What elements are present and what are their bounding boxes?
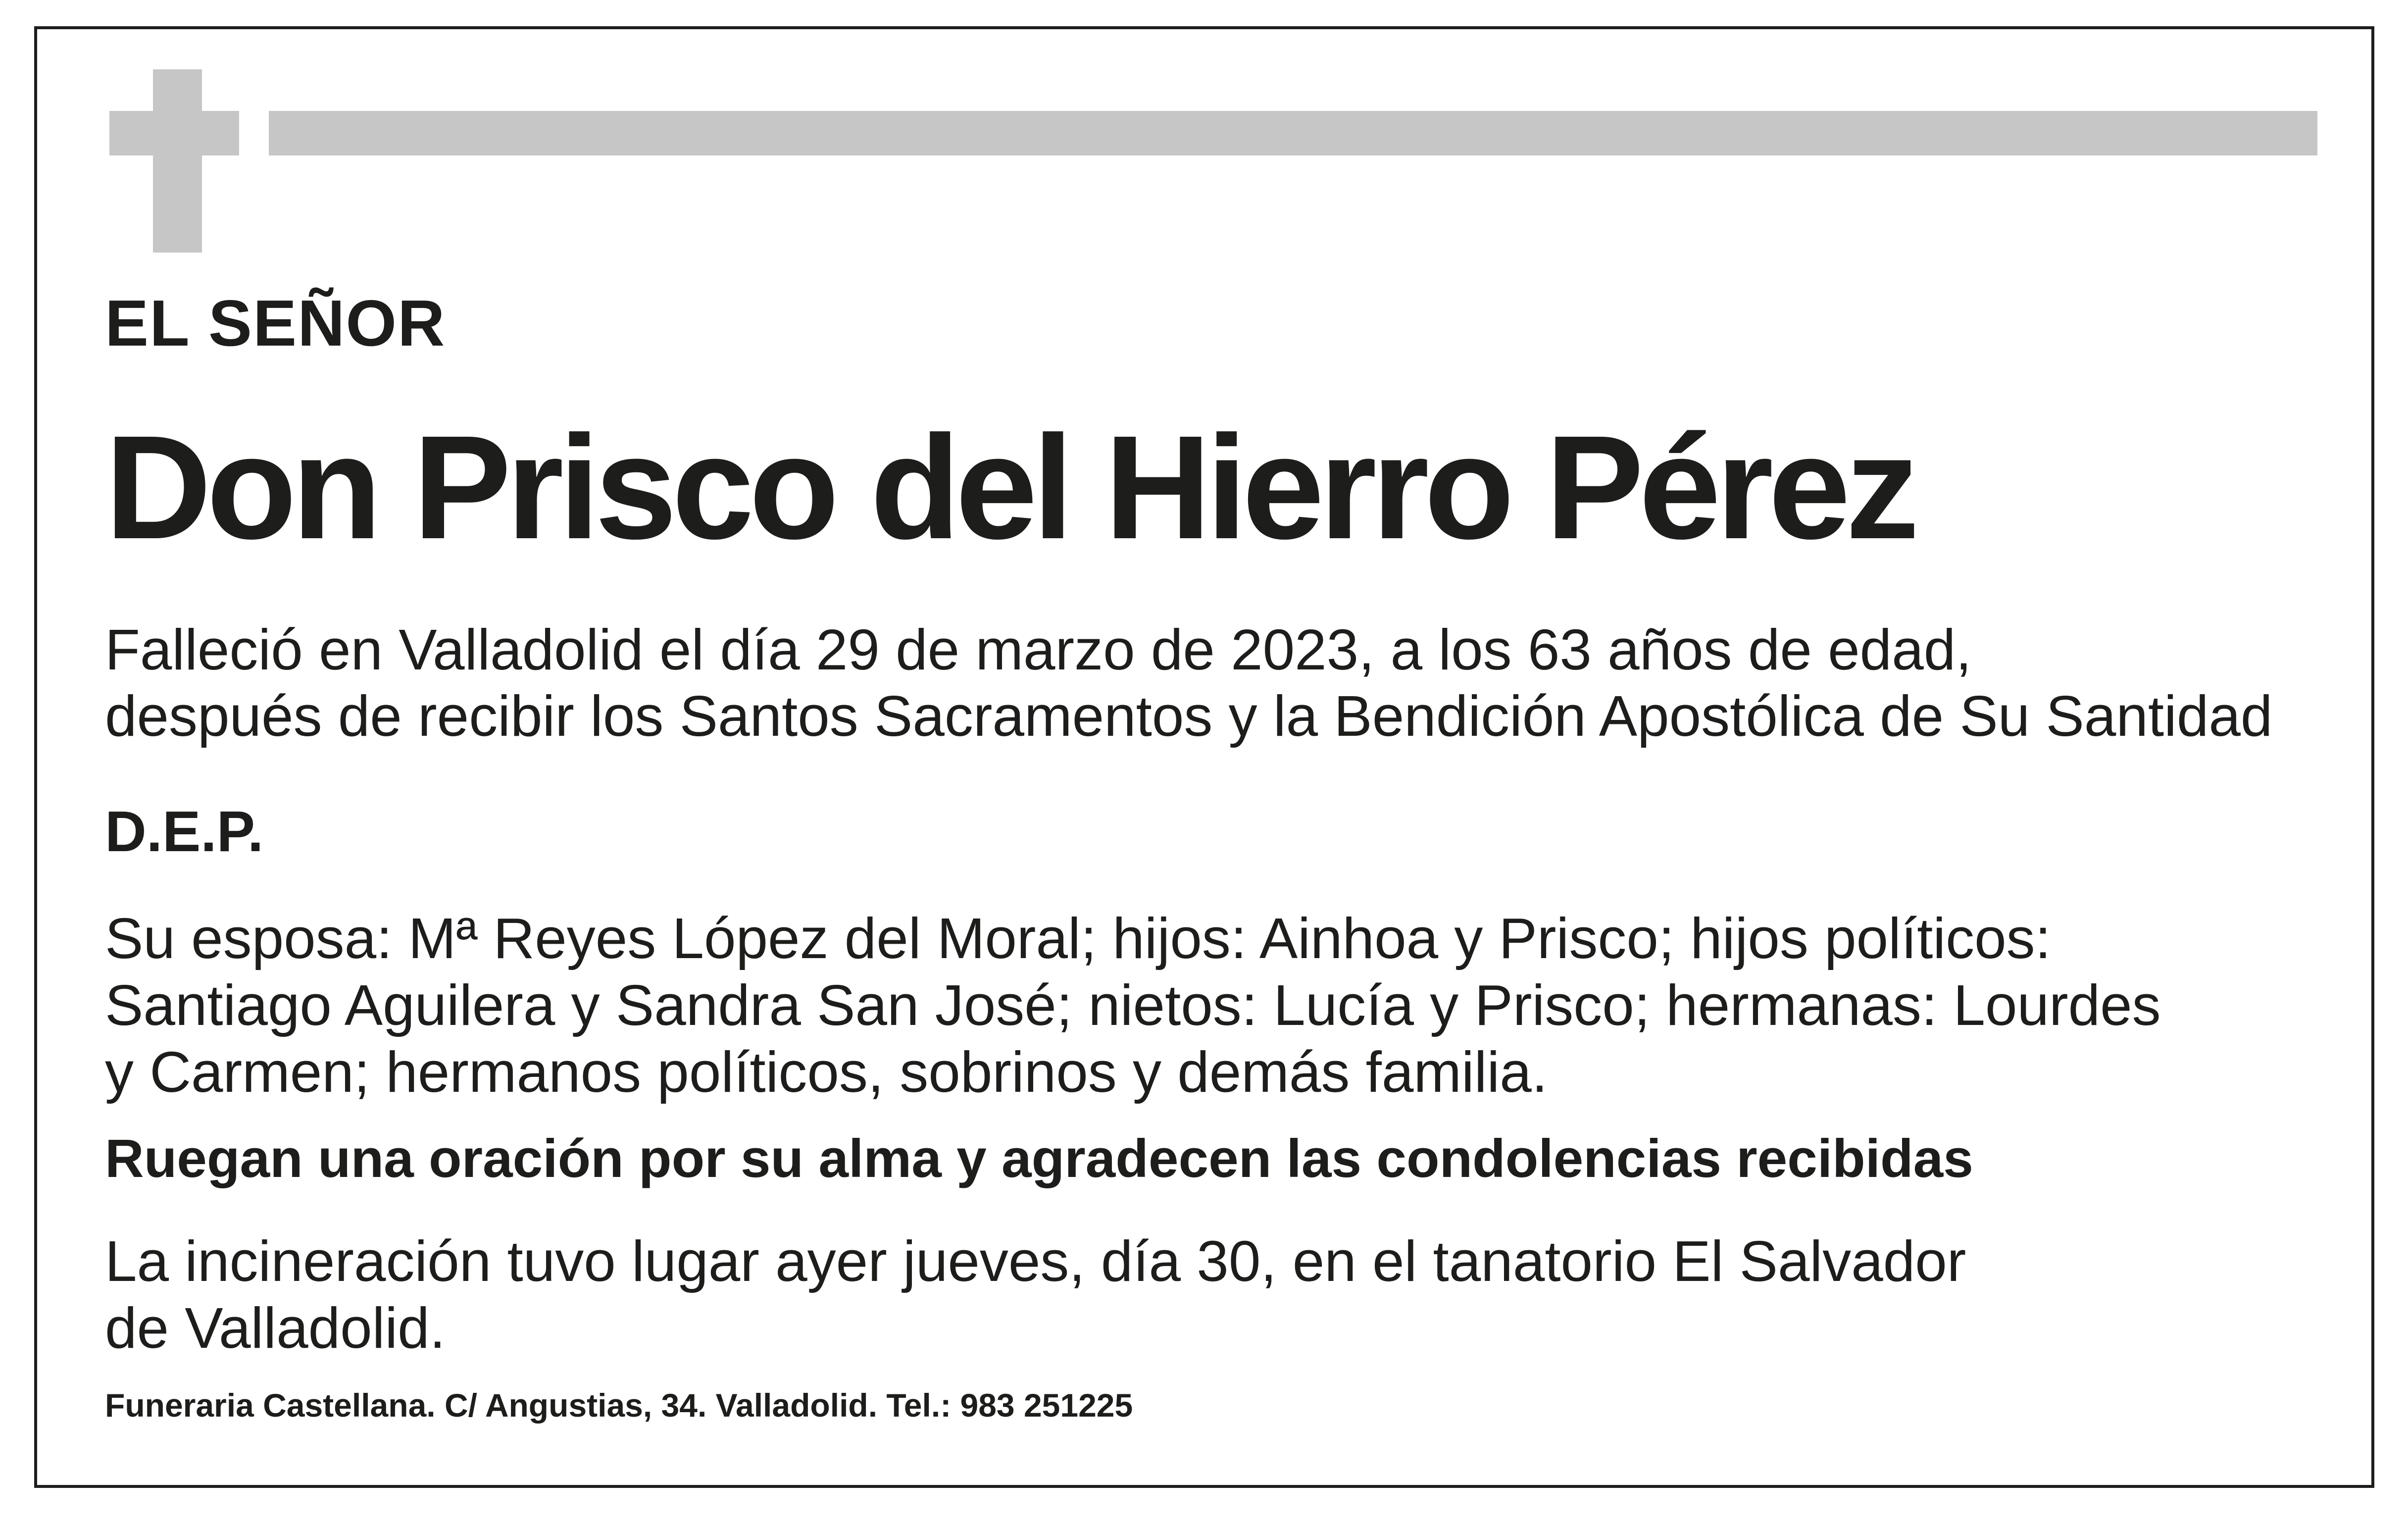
death-info-line: después de recibir los Santos Sacramentos y la Bendición Apostólica de Su Santidad [105,684,2273,748]
ceremony-line: La incineración tuvo lugar ayer jueves, día 30, en el tanatorio El Salvador [105,1229,1966,1293]
ceremony-line: de Valladolid. [105,1296,446,1360]
family-line: Su esposa: Mª Reyes López del Moral; hijos: Ainhoa y Prisco; hijos políticos: [105,906,2051,970]
death-info-line: Falleció en Valladolid el día 29 de marzo de 2023, a los 63 años de edad, [105,617,1972,682]
family-line: Santiago Aguilera y Sandra San José; nietos: Lucía y Prisco; hermanas: Lourdes [105,973,2161,1037]
header-rule [269,111,2317,155]
cross-icon-arm [109,111,239,155]
family-list [105,905,2161,1106]
family-line: y Carmen; hermanos políticos, sobrinos y demás familia. [105,1040,1548,1104]
honorific: EL SEÑOR [105,287,446,359]
prayer-request: Ruegan una oración por su alma y agradecen las condolencias recibidas [105,1128,1973,1189]
rip-text: D.E.P. [105,799,264,864]
cross-icon [153,69,202,253]
funeral-home-info: Funeraria Castellana. C/ Angustias, 34. Valladolid. Tel.: 983 251225 [105,1387,1133,1424]
deceased-name: Don Prisco del Hierro Pérez [105,405,1914,570]
ceremony-info [105,1228,1966,1362]
death-info [105,616,2272,749]
